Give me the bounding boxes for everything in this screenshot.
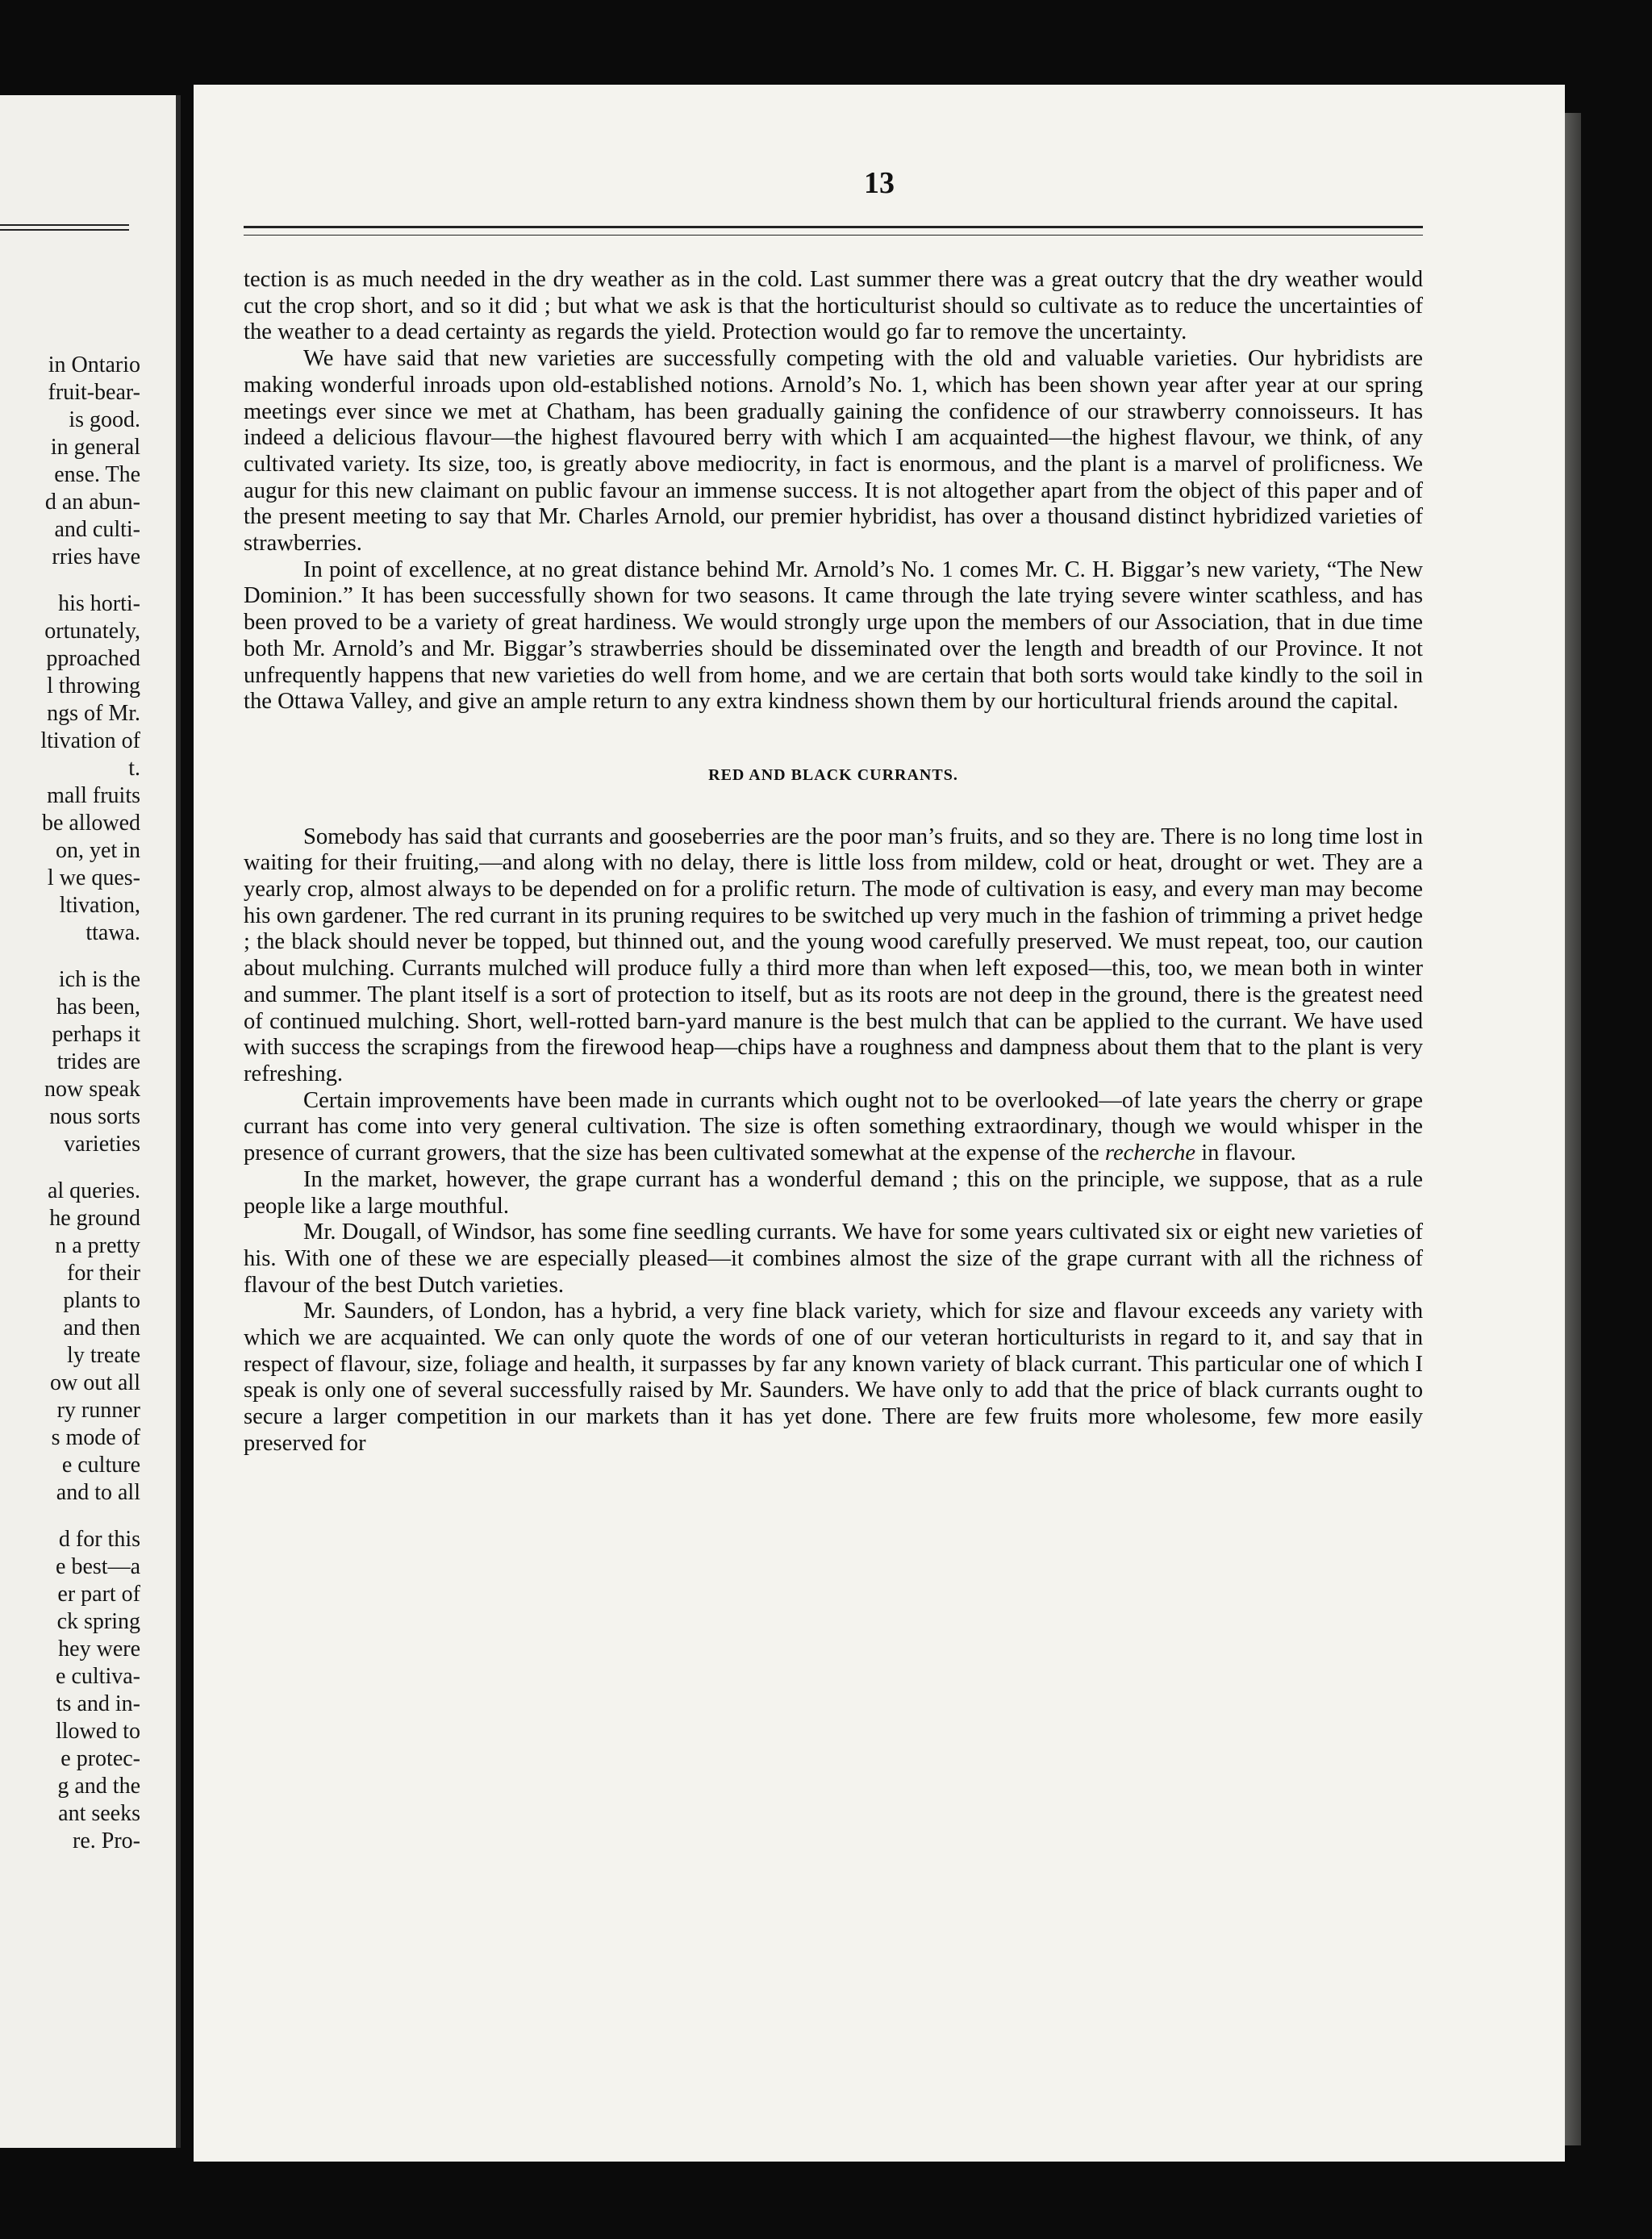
previous-page-gap [0,947,140,966]
previous-page-header-rule [0,224,129,231]
paragraph: Mr. Dougall, of Windsor, has some fine seedling currants. We have for some years cultivated six or eight new varieties of his. With one of these we are especially pleased—it combines almost the size of the grape currant with all the richness of flavour of the best Dutch varieties. [244,1220,1423,1298]
previous-page-line: ant seeks [58,1801,140,1826]
previous-page-line: g and the [57,1774,140,1799]
previous-page-line: has been, [56,994,140,1019]
previous-page-line: ow out all [50,1370,140,1395]
previous-page-line: for their [67,1261,140,1286]
previous-page-line: ltivation of [40,728,140,753]
previous-page-line: e culture [61,1453,140,1478]
previous-page-line: e cultiva- [56,1664,140,1689]
paragraph: tection is as much needed in the dry weather as in the cold. Last summer there was a great outcry that the dry weather would cut the crop short, and so it did ; but what we ask is that the horticulturist should so cultivate as to reduce the uncertainties of the weather to a dead certainty as regards the yield. Protection would go far to remove the uncertainty. [244,267,1423,345]
previous-page-line: now speak [44,1077,140,1102]
paragraph: In point of excellence, at no great distance behind Mr. Arnold’s No. 1 comes Mr. C. H. Biggar’s new variety, “The New Dominion.” It has been successfully shown for two seasons. It came through the late trying severe winter scathless, and has been proved to be a variety of great hardiness. We would strongly urge upon the members of our Association, that in due time both Mr. Arnold’s and Mr. Biggar’s strawberries should be disseminated over the length and breadth of our Province. It not unfrequently happens that new varieties do well from home, and we are certain that both sorts would take kindly to the soil in the Ottawa Valley, and give an ample return to any extra kindness shown them by our horticultural friends around the capital. [244,557,1423,715]
previous-page-line: in Ontario [48,352,140,377]
italic-word: recherche [1104,1140,1196,1166]
previous-page-line: s mode of [51,1425,140,1450]
previous-page-line: ngs of Mr. [47,701,140,726]
previous-page-gap [0,1158,140,1178]
previous-page-line: al queries. [47,1178,140,1203]
previous-page-gap [0,571,140,590]
previous-page-text-fragments [0,352,140,1855]
previous-page-line: rries have [52,544,140,569]
previous-page-line: d for this [58,1527,140,1552]
previous-page-line: ly treate [67,1343,140,1368]
previous-page-line: l throwing [47,673,140,698]
previous-page-line: e best—a [56,1554,140,1579]
paragraph: We have said that new varieties are successfully competing with the old and valuable varieties. Our hybridists are making wonderful inroads upon old-established notions. Arnold’s No. 1, which has been shown year after year at our spring meetings ever since we met at Chatham, has been gradually gaining the confidence of our strawberry connoisseurs. It has indeed a delicious flavour—the highest flavoured berry with which I am acquainted—the highest flavour, we think, of any cultivated variety. Its size, too, is greatly above mediocrity, in fact is enormous, and the plant is a marvel of prolificness. We augur for this new claimant on public favour an immense success. It is not altogether apart from the object of this paper and of the present meeting to say that Mr. Charles Arnold, our premier hybridist, has over a thousand distinct hybridized varieties of strawberries. [244,346,1423,557]
previous-page-line: e protec- [60,1746,140,1771]
page-body-text [244,267,1423,1457]
previous-page-line: hey were [58,1637,140,1662]
previous-page-line: n a pretty [55,1233,140,1258]
paragraph: Mr. Saunders, of London, has a hybrid, a very fine black variety, which for size and flavour exceeds any variety with which we are acquainted. We can only quote the words of one of our veteran horticulturists in regard to it, and say that in respect of flavour, size, foliage and health, it surpasses by far any known variety of black currant. This particular one of which I speak is only one of several successfully raised by Mr. Saunders. We have only to add that the price of black currants ought to secure a larger competition in our markets than it has yet done. There are few fruits more wholesome, few more easily preserved for [244,1299,1423,1456]
previous-page-line: ttawa. [86,920,140,945]
previous-page-gap [0,1507,140,1526]
book-page [194,85,1565,2162]
previous-page-line: varieties [64,1132,140,1157]
paragraph: Somebody has said that currants and gooseberries are the poor man’s fruits, and so they are. There is no long time lost in waiting for their fruiting,—and along with no delay, there is little loss from mildew, cold or heat, drought or wet. They are a yearly crop, almost always to be depended on for a prolific return. The mode of cultivation is easy, and every man may become his own gardener. The red currant in its pruning requires to be switched up very much in the fashion of trimming a privet hedge ; the black should never be topped, but thinned out, and the young wood carefully preserved. We must repeat, too, our caution about mulching. Currants mulched will produce fully a third more than when left exposed—this, too, we mean both in winter and summer. The plant itself is a sort of protection to itself, but as its roots are not deep in the ground, there is the greatest need of continued mulching. Short, well-rotted barn-yard manure is the best mulch that can be applied to the currant. We have used with success the scrapings from the firewood heap—chips have a roughness and dampness about them that to the plant is very refreshing. [244,823,1423,1086]
previous-page-line: ich is the [58,967,140,992]
previous-page-line: on, yet in [56,838,140,863]
previous-page-line: and to all [56,1480,140,1505]
header-rule [244,226,1423,236]
previous-page-line: t. [128,756,140,781]
paragraph-with-italic [244,1088,1423,1167]
previous-page-line: ltivation, [59,893,140,918]
previous-page-line: ck spring [56,1609,140,1634]
paragraph-text: Certain improvements have been made in currants which ought not to be overlooked—of late years the cherry or grape currant has come into very general cultivation. The size is often something extraordinary, though we would whisper in the presence of currant growers, that the size has been cultivated somewhat at the expense of the [244,1087,1423,1166]
previous-page-line: er part of [57,1582,140,1607]
previous-page-line: ry runner [56,1398,140,1423]
previous-page-line: l we ques- [47,865,140,890]
previous-page-line: d an abun- [44,490,140,515]
previous-page-line: is good. [69,407,140,432]
previous-page-line: nous sorts [49,1104,140,1129]
previous-page-line: trides are [56,1049,140,1074]
paragraph-text-end: in flavour. [1201,1140,1296,1166]
previous-page-line: plants to [63,1288,140,1313]
previous-page-edge [0,95,181,2148]
previous-page-line: be allowed [41,811,140,836]
section-heading: RED AND BLACK CURRANTS. [708,765,958,784]
page-number: 13 [864,166,895,200]
previous-page-line: fruit-bear- [48,380,140,405]
previous-page-line: and then [63,1315,140,1340]
previous-page-line: he ground [49,1206,140,1231]
previous-page-line: pproached [46,646,140,671]
previous-page-line: and culti- [54,517,140,542]
previous-page-line: ortunately, [44,619,140,644]
previous-page-line: llowed to [56,1719,140,1744]
previous-page-line: his horti- [58,591,140,616]
previous-page-line: re. Pro- [73,1828,140,1853]
previous-page-line: in general [50,435,140,460]
previous-page-line: ense. The [54,462,140,487]
previous-page-line: ts and in- [56,1691,140,1716]
previous-page-line: perhaps it [52,1022,140,1047]
paragraph: In the market, however, the grape currant has a wonderful demand ; this on the principle, we suppose, that as a rule people like a large mouthful. [244,1166,1423,1219]
previous-page-line: mall fruits [47,783,140,808]
